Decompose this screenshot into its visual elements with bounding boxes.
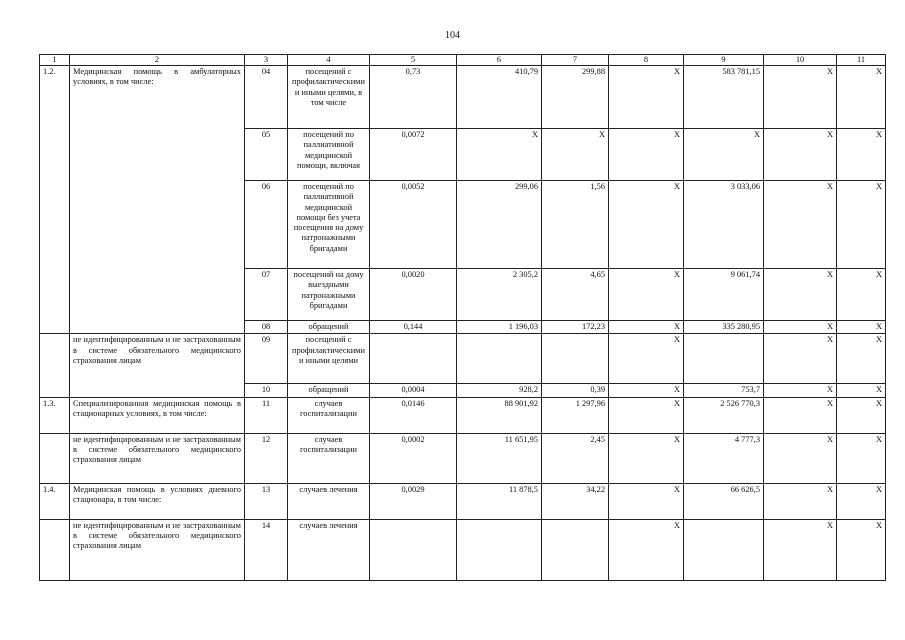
cell-c10: X (764, 129, 837, 181)
row-unit: обращений (288, 384, 370, 397)
cell-c11: X (837, 269, 886, 321)
cell-c7: 4,65 (542, 269, 609, 321)
cell-c5: 0,0004 (370, 384, 457, 397)
cell-c8: X (609, 384, 684, 397)
cell-c8: X (609, 66, 684, 129)
cell-c8: X (609, 129, 684, 181)
cell-c5: 0,0029 (370, 483, 457, 519)
section-number-empty (40, 334, 70, 397)
cell-c6: 88 901,92 (457, 397, 542, 433)
row-unit: посещений по паллиативной медицинской помощи, включая (288, 129, 370, 181)
cell-c7: 299,88 (542, 66, 609, 129)
row-code: 04 (245, 66, 288, 129)
cell-c11: X (837, 397, 886, 433)
row-code: 08 (245, 321, 288, 334)
cell-c10: X (764, 66, 837, 129)
row-unit: посещений с профилактическими и иными целями (288, 334, 370, 384)
cell-c5 (370, 334, 457, 384)
cell-c11: X (837, 321, 886, 334)
cell-c8: X (609, 269, 684, 321)
section-number: 1.2. (40, 66, 70, 334)
cell-c7: 34,22 (542, 483, 609, 519)
section-name: Медицинская помощь в условиях дневного стационара, в том числе: (70, 483, 245, 519)
row-code: 14 (245, 519, 288, 580)
cell-c6: 410,79 (457, 66, 542, 129)
cell-c9: 66 626,5 (684, 483, 764, 519)
header-cell: 10 (764, 55, 837, 66)
cell-c9: X (684, 129, 764, 181)
cell-c8: X (609, 181, 684, 269)
row-code: 07 (245, 269, 288, 321)
page-number: 104 (445, 30, 460, 41)
row-code: 12 (245, 433, 288, 483)
cell-c11: X (837, 129, 886, 181)
header-cell: 7 (542, 55, 609, 66)
cell-c10: X (764, 483, 837, 519)
section-number-empty (40, 433, 70, 483)
row-unit: случаев лечения (288, 483, 370, 519)
header-cell: 4 (288, 55, 370, 66)
norms-table (39, 54, 886, 581)
header-cell: 1 (40, 55, 70, 66)
cell-c8: X (609, 483, 684, 519)
cell-c11: X (837, 519, 886, 580)
cell-c10: X (764, 334, 837, 384)
header-cell: 3 (245, 55, 288, 66)
cell-c6: 299,06 (457, 181, 542, 269)
section-number: 1.4. (40, 483, 70, 519)
row-code: 05 (245, 129, 288, 181)
header-cell: 11 (837, 55, 886, 66)
cell-c7 (542, 519, 609, 580)
table-row (40, 519, 886, 580)
cell-c7: 1 297,96 (542, 397, 609, 433)
cell-c10: X (764, 181, 837, 269)
cell-c9 (684, 519, 764, 580)
cell-c6: X (457, 129, 542, 181)
cell-c7: 1,56 (542, 181, 609, 269)
cell-c9: 4 777,3 (684, 433, 764, 483)
row-code: 06 (245, 181, 288, 269)
cell-c9: 2 526 770,3 (684, 397, 764, 433)
cell-c11: X (837, 483, 886, 519)
row-unit: случаев госпитализации (288, 397, 370, 433)
cell-c5: 0,144 (370, 321, 457, 334)
cell-c10: X (764, 433, 837, 483)
cell-c6: 928,2 (457, 384, 542, 397)
header-cell: 2 (70, 55, 245, 66)
cell-c6: 1 196,03 (457, 321, 542, 334)
cell-c7: X (542, 129, 609, 181)
cell-c5: 0,0020 (370, 269, 457, 321)
header-cell: 9 (684, 55, 764, 66)
cell-c6: 11 651,95 (457, 433, 542, 483)
cell-c7: 0,39 (542, 384, 609, 397)
cell-c9: 583 781,15 (684, 66, 764, 129)
row-unit: посещений на дому выездными патронажными бригадами (288, 269, 370, 321)
cell-c9: 9 061,74 (684, 269, 764, 321)
cell-c10: X (764, 321, 837, 334)
cell-c5: 0,0072 (370, 129, 457, 181)
cell-c5: 0,0002 (370, 433, 457, 483)
row-unit: случаев госпитализации (288, 433, 370, 483)
row-code: 13 (245, 483, 288, 519)
header-cell: 6 (457, 55, 542, 66)
row-unit: посещений с профилактическими и иными целями, в том числе (288, 66, 370, 129)
cell-c10: X (764, 519, 837, 580)
row-unit: случаев лечения (288, 519, 370, 580)
cell-c6: 2 305,2 (457, 269, 542, 321)
cell-c9: 3 033,06 (684, 181, 764, 269)
row-unit: посещений по паллиативной медицинской помощи без учета посещения на дому патронажными бригадами (288, 181, 370, 269)
table-row (40, 433, 886, 483)
cell-c7: 2,45 (542, 433, 609, 483)
cell-c5: 0,73 (370, 66, 457, 129)
cell-c9 (684, 334, 764, 384)
cell-c11: X (837, 181, 886, 269)
cell-c11: X (837, 384, 886, 397)
cell-c8: X (609, 321, 684, 334)
cell-c9: 335 280,95 (684, 321, 764, 334)
header-cell: 5 (370, 55, 457, 66)
cell-c7 (542, 334, 609, 384)
header-row (40, 55, 886, 66)
section-name: не идентифицированным и не застрахованным в системе обязательного медицинского страхования лицам (70, 519, 245, 580)
cell-c7: 172,23 (542, 321, 609, 334)
cell-c8: X (609, 519, 684, 580)
cell-c5: 0,0052 (370, 181, 457, 269)
section-name: не идентифицированным и не застрахованным в системе обязательного медицинского страхования лицам (70, 433, 245, 483)
cell-c8: X (609, 397, 684, 433)
cell-c11: X (837, 334, 886, 384)
cell-c6: 11 878,5 (457, 483, 542, 519)
cell-c10: X (764, 269, 837, 321)
cell-c9: 753,7 (684, 384, 764, 397)
cell-c6 (457, 334, 542, 384)
cell-c6 (457, 519, 542, 580)
section-name: не идентифицированным и не застрахованным в системе обязательного медицинского страхования лицам (70, 334, 245, 397)
row-unit: обращений (288, 321, 370, 334)
section-name: Медицинская помощь в амбулаторных условиях, в том числе: (70, 66, 245, 334)
cell-c11: X (837, 66, 886, 129)
table-row (40, 334, 886, 384)
section-name: Специализированная медицинская помощь в стационарных условиях, в том числе: (70, 397, 245, 433)
section-number: 1.3. (40, 397, 70, 433)
cell-c10: X (764, 397, 837, 433)
row-code: 10 (245, 384, 288, 397)
cell-c5: 0,0146 (370, 397, 457, 433)
row-code: 09 (245, 334, 288, 384)
table-row (40, 483, 886, 519)
cell-c8: X (609, 334, 684, 384)
section-number-empty (40, 519, 70, 580)
table-row (40, 66, 886, 129)
cell-c11: X (837, 433, 886, 483)
cell-c10: X (764, 384, 837, 397)
cell-c5 (370, 519, 457, 580)
header-cell: 8 (609, 55, 684, 66)
row-code: 11 (245, 397, 288, 433)
table-row (40, 397, 886, 433)
cell-c8: X (609, 433, 684, 483)
